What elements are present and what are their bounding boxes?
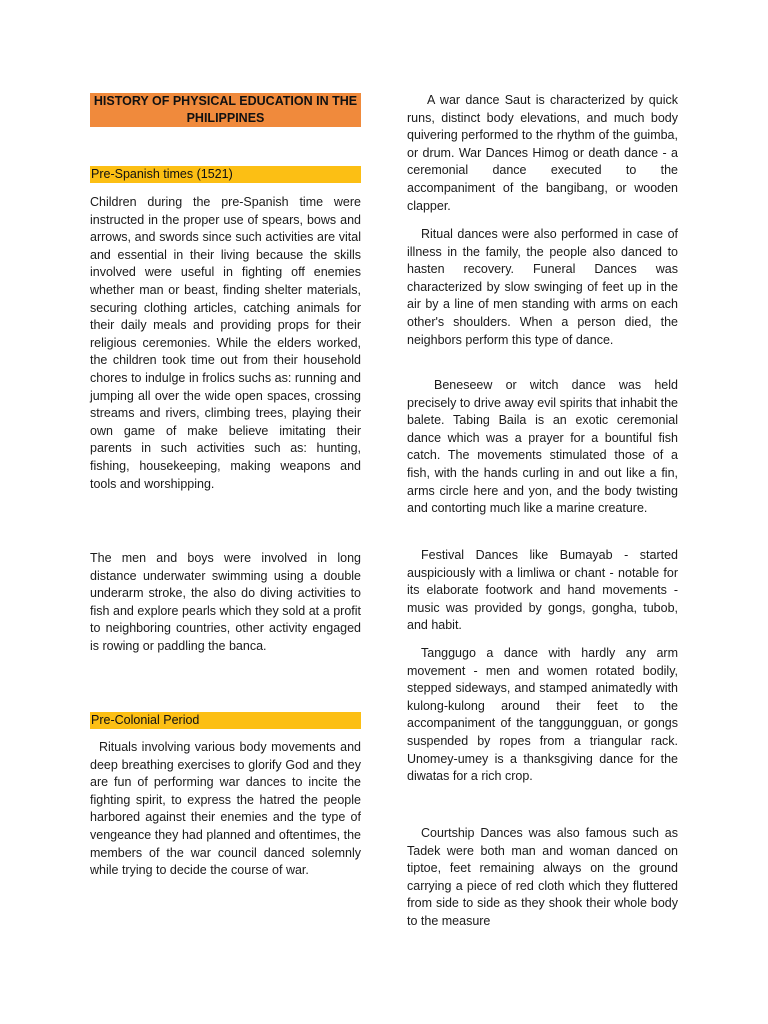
paragraph-ritual-dances: Ritual dances were also performed in case of illness in the family, the people also danced to hasten recovery. Funeral Dances was characterized by slow swinging of feet up in the air by a line of men standing with arms on each other's shoulders. When a person died, the neighbors perform this type of dance. xyxy=(407,227,678,347)
paragraph-tanggugo: Tanggugo a dance with hardly any arm movement - men and women rotated bodily, stepped sideways, and stamped animatedly with kulong-kulong around their feet to the accompaniment of the tanggungguan, or gongs suspended by ropes from a triangular rack. Unomey-umey is a thanksgiving dance for the diwatas for a rich crop. xyxy=(407,646,678,784)
paragraph-rituals: Rituals involving various body movements and deep breathing exercises to glorify God and they are fun of performing war dances to incite the fighting spirit, to express the hatred the people harbored against their enemies and the type of vengeance they had planned and oftentimes, the members of the war council danced solemnly while trying to decide the course of war. xyxy=(90,740,361,878)
paragraph-pre-spanish-children: Children during the pre-Spanish time were instructed in the proper use of spears, bows and arrows, and swords since such activities are vital and essential in their living because the skills involved were useful in fighting off enemies whether man or beast, finding shelter materials, securing clothing articles, catching animals for their daily meals and providing props for their religious ceremonies. While the elders worked, the children took time out from their household chores to indulge in frolics suchs as: running and jumping all over the wide open spaces, crossing streams and rivers, climbing trees, playing their own game of make believe imitating their parents in such activities such as: hunting, fishing, housekeeping, making weapons and tools and worshipping. xyxy=(90,195,361,491)
document-title: HISTORY OF PHYSICAL EDUCATION IN THE PHILIPPINES xyxy=(90,93,361,127)
paragraph-war-dance-saut: A war dance Saut is characterized by quick runs, distinct body elevations, and much body quivering performed to the rhythm of the guimba, or drum. War Dances Himog or death dance - a ceremonial dance executed to the accompaniment of the bangibang, or wooden clapper. xyxy=(407,93,678,213)
paragraph-courtship-dances: Courtship Dances was also famous such as Tadek were both man and woman danced on tiptoe, feet remaining always on the ground carrying a piece of red cloth which they fluttered from side to side as they shook their whole body to the measure xyxy=(407,826,678,928)
paragraph-men-and-boys: The men and boys were involved in long distance underwater swimming using a double underarm stroke, the also do diving activities to fish and explore pearls which they sold at a profit to neighboring countries, other activity engaged is rowing or paddling the banca. xyxy=(90,551,361,653)
paragraph-festival-dances: Festival Dances like Bumayab - started auspiciously with a limliwa or chant - notable for its elaborate footwork and hand movements - music was provided by gongs, gongha, tubob, and habit. xyxy=(407,548,678,633)
section-heading-pre-spanish: Pre-Spanish times (1521) xyxy=(90,166,361,183)
paragraph-beneseew: Beneseew or witch dance was held precisely to drive away evil spirits that inhabit the balete. Tabing Baila is an exotic ceremonial dance which was a prayer for a bountiful fish catch. The movements stimulated those of a fish, with the hands curling in and out like a fin, arms circle here and yon, and the body twisting and contorting much like a marine creature. xyxy=(407,378,678,516)
section-heading-pre-colonial: Pre-Colonial Period xyxy=(90,712,361,729)
